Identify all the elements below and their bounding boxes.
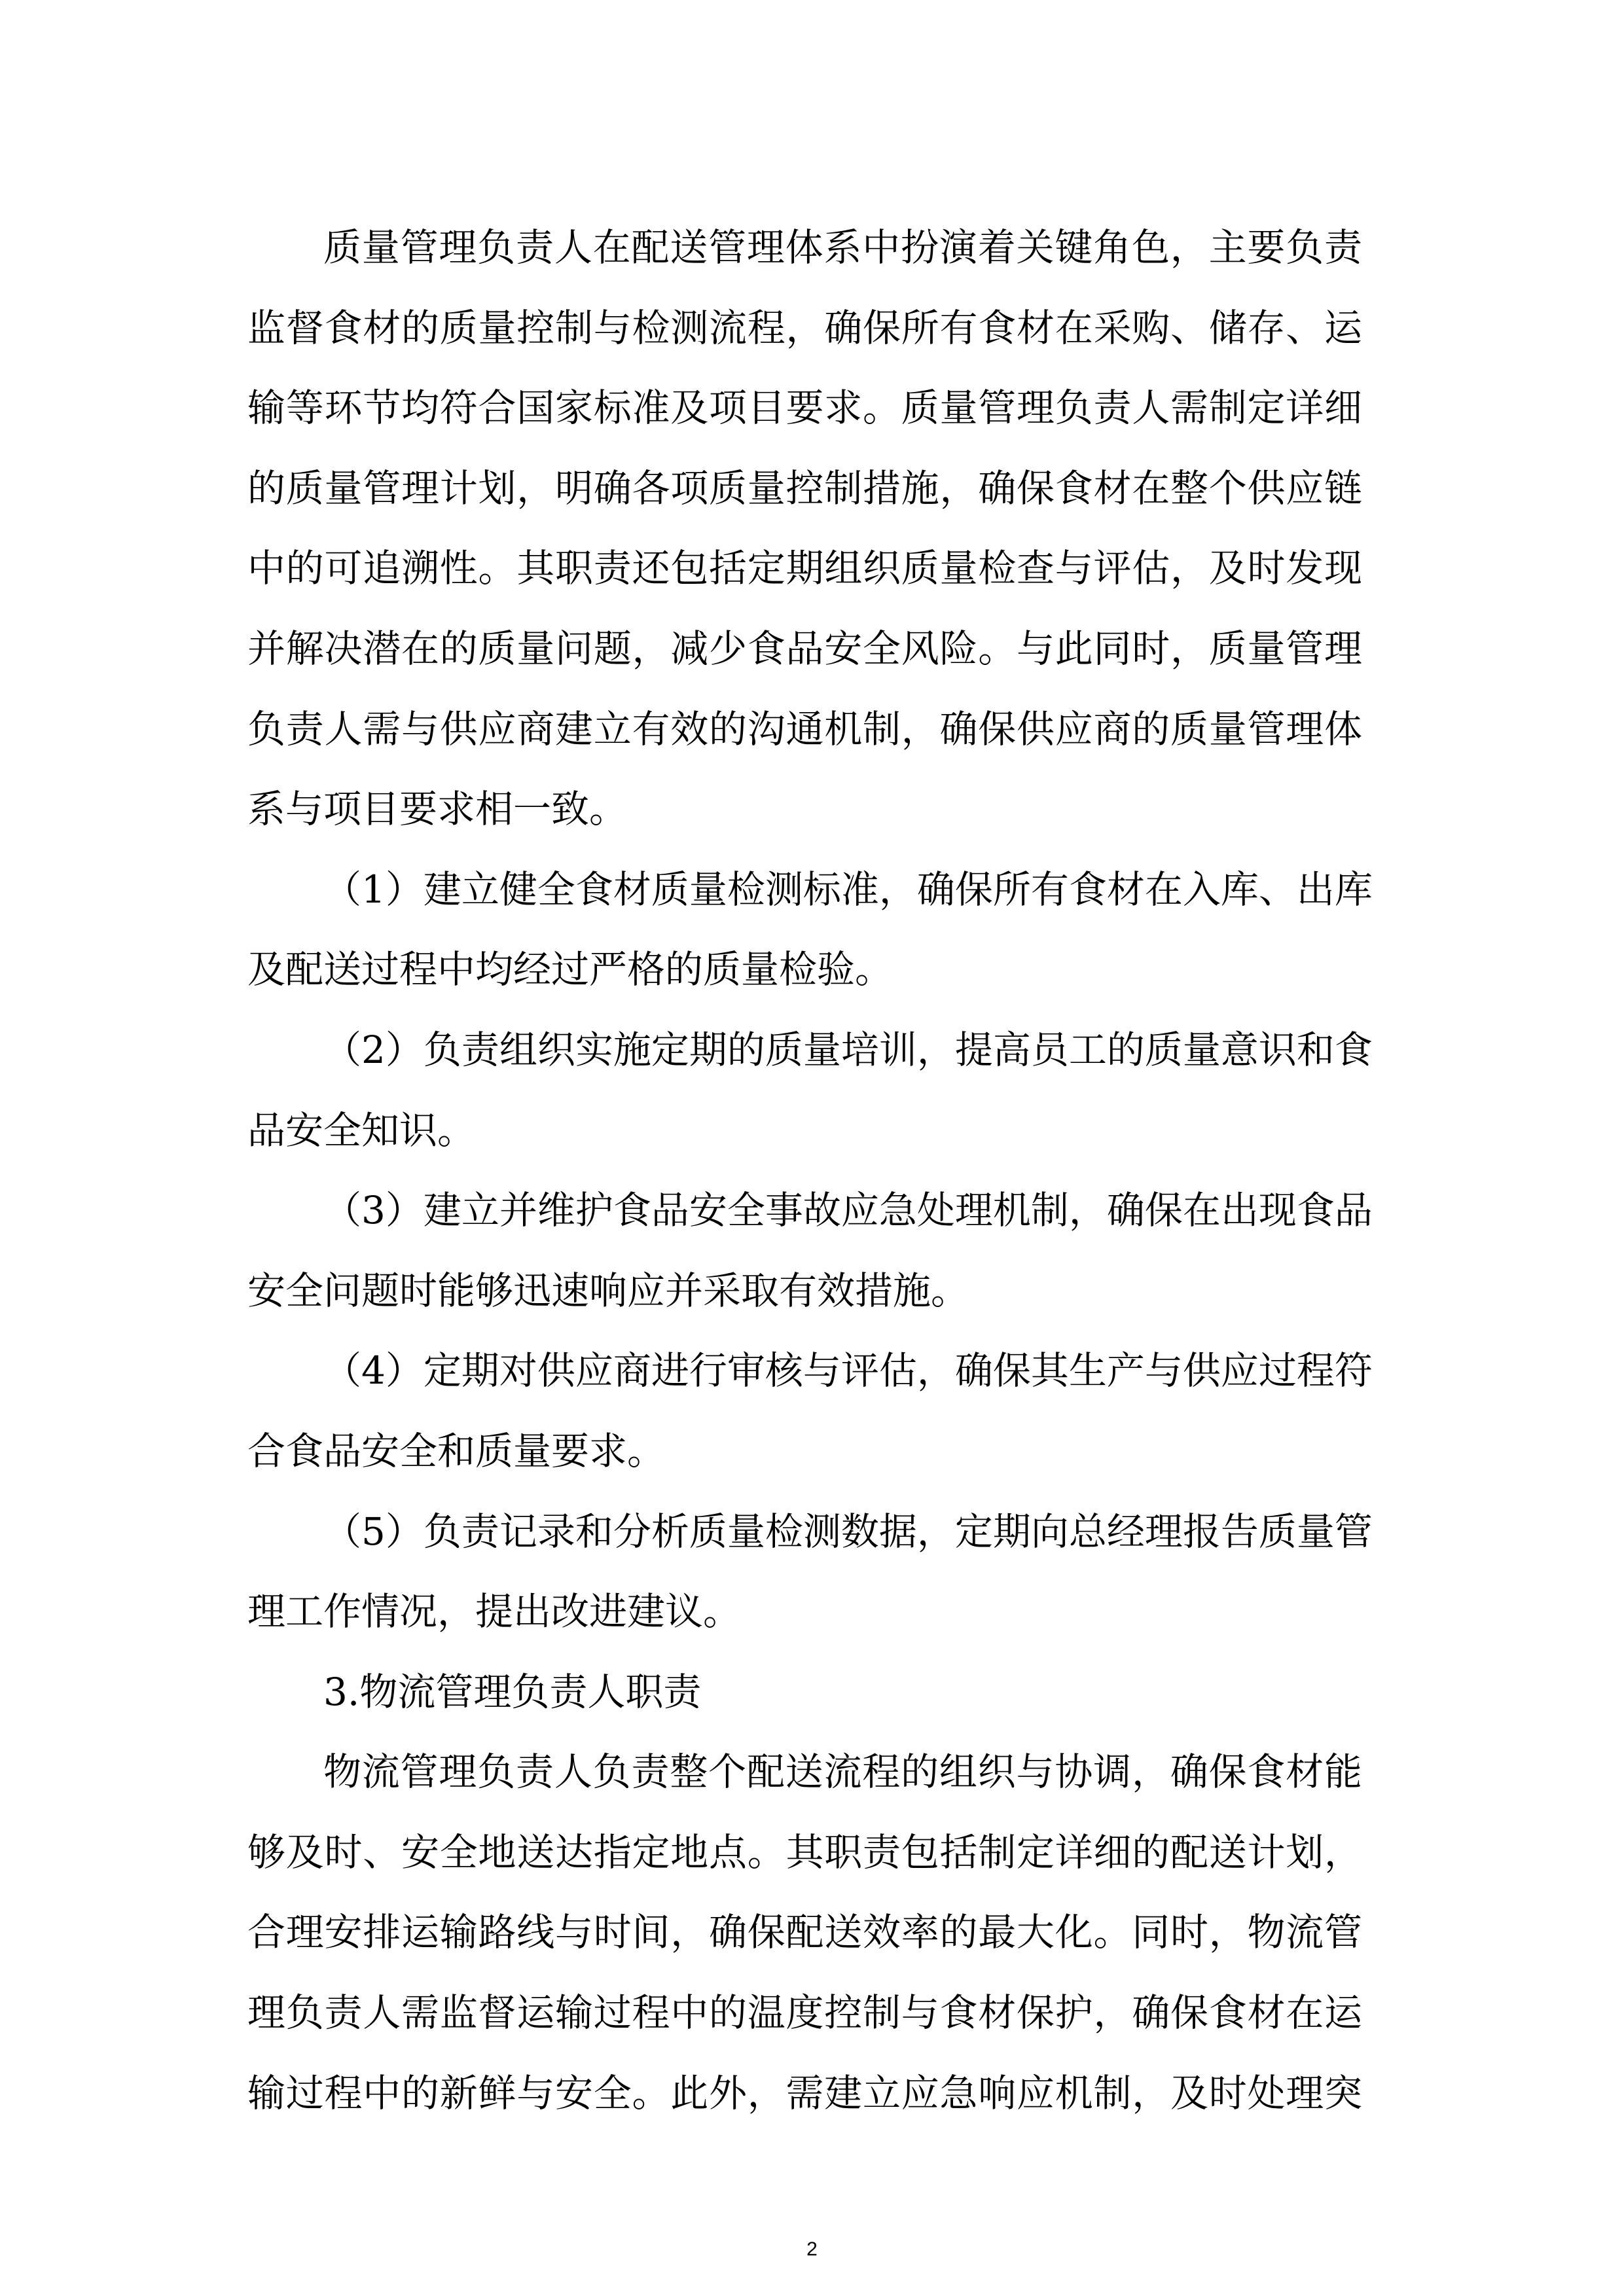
paragraph (247, 1492, 1373, 1652)
text-line: 并解决潜在的质量问题，减少食品安全风险。与此同时，质量管理 (247, 626, 1362, 671)
text-line: 够及时、安全地送达指定地点。其职责包括制定详细的配送计划， (247, 1829, 1362, 1874)
text-line: （5）负责记录和分析质量检测数据，定期向总经理报告质量管 (323, 1509, 1373, 1554)
text-line: 安全问题时能够迅速响应并采取有效措施。 (247, 1268, 969, 1313)
paragraph (247, 1732, 1362, 2133)
text-line: 合食品安全和质量要求。 (247, 1428, 666, 1473)
text-line: 及配送过程中均经过严格的质量检验。 (247, 947, 893, 992)
text-line: 中的可追溯性。其职责还包括定期组织质量检查与评估，及时发现 (247, 546, 1362, 591)
paragraph (247, 1010, 1373, 1170)
text-line: 监督食材的质量控制与检测流程，确保所有食材在采购、储存、运 (247, 305, 1362, 350)
text-line: 负责人需与供应商建立有效的沟通机制，确保供应商的质量管理体 (247, 706, 1362, 751)
text-line: 系与项目要求相一致。 (247, 787, 628, 832)
text-line: 输过程中的新鲜与安全。此外，需建立应急响应机制，及时处理突 (247, 2070, 1362, 2115)
text-line: 质量管理负责人在配送管理体系中扮演着关键角色，主要负责 (323, 225, 1362, 270)
paragraph (247, 850, 1373, 1010)
text-line: （1）建立健全食材质量检测标准，确保所有食材在入库、出库 (323, 867, 1373, 912)
text-line: 物流管理负责人负责整个配送流程的组织与协调，确保食材能 (323, 1749, 1362, 1795)
page-number: 2 (806, 2238, 818, 2260)
text-line: （4）定期对供应商进行审核与评估，确保其生产与供应过程符 (323, 1348, 1373, 1393)
text-line: 理工作情况，提出改进建议。 (247, 1589, 742, 1634)
text-line: 的质量管理计划，明确各项质量控制措施，确保食材在整个供应链 (247, 465, 1362, 511)
paragraph (247, 1331, 1373, 1491)
text-line: 品安全知识。 (247, 1107, 476, 1153)
paragraph (247, 1170, 1373, 1331)
document-body (247, 207, 1373, 2133)
text-line: 3.物流管理负责人职责 (323, 1669, 702, 1714)
text-line: （3）建立并维护食品安全事故应急处理机制，确保在出现食品 (323, 1188, 1373, 1233)
text-line: 输等环节均符合国家标准及项目要求。质量管理负责人需制定详细 (247, 386, 1362, 431)
text-line: （2）负责组织实施定期的质量培训，提高员工的质量意识和食 (323, 1027, 1373, 1072)
paragraph (247, 207, 1362, 850)
text-line: 理负责人需监督运输过程中的温度控制与食材保护，确保食材在运 (247, 1990, 1362, 2036)
paragraph (247, 1652, 1362, 1732)
text-line: 合理安排运输路线与时间，确保配送效率的最大化。同时，物流管 (247, 1910, 1362, 1955)
